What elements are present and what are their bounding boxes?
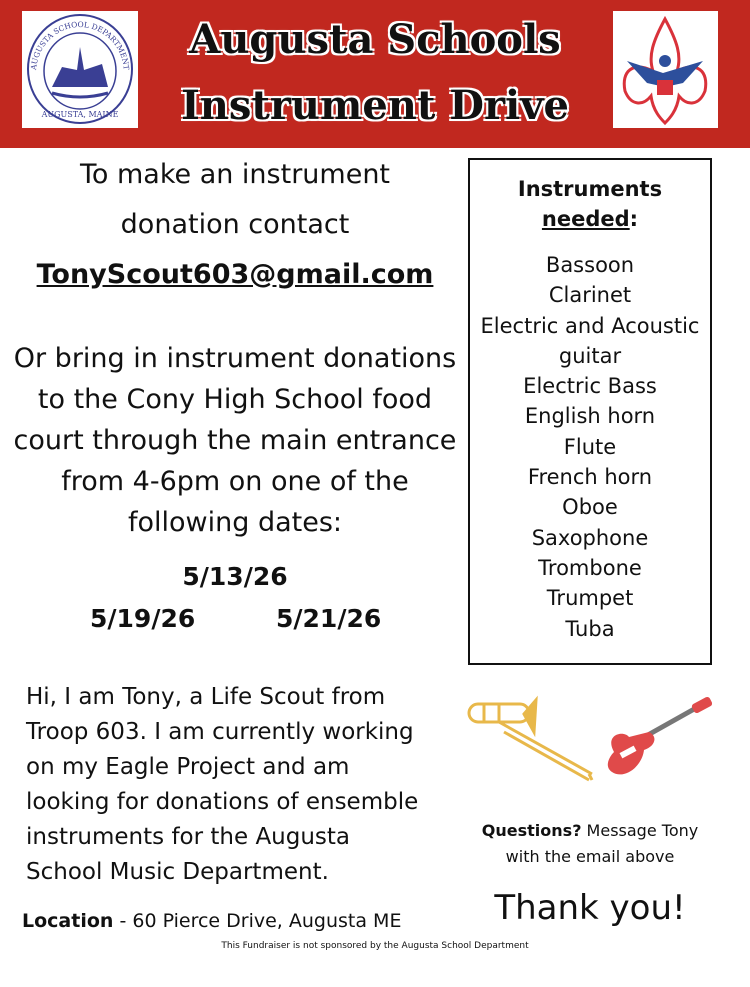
thank-you-text: Thank you! — [494, 888, 686, 928]
list-item: French horn — [527, 465, 653, 490]
questions-text: Message Tony — [581, 821, 699, 840]
list-item: Trumpet — [546, 586, 634, 611]
contact-email-link[interactable]: TonyScout603@gmail.com — [36, 259, 434, 290]
list-item: English horn — [524, 404, 656, 429]
intro-line: Troop 603. I am currently working — [26, 719, 414, 745]
questions-note — [455, 818, 725, 870]
list-item: guitar — [558, 343, 622, 368]
seal-top-text-path: AUGUSTA SCHOOL DEPARTMENT — [29, 19, 131, 71]
dropoff-line: court through the main entrance — [13, 425, 457, 456]
location-label: Location — [22, 910, 114, 932]
location — [22, 910, 401, 932]
heading-line-2: needed — [541, 207, 630, 231]
list-item: Saxophone — [531, 525, 649, 550]
questions-line-2: with the email above — [505, 847, 675, 866]
title-line-1: Augusta Schools — [189, 16, 561, 63]
instruments-illustration — [464, 692, 714, 782]
heading-colon: : — [629, 207, 639, 231]
list-item: Tuba — [565, 616, 615, 641]
intro-line: School Music Department. — [26, 859, 329, 885]
dropoff-line: to the Cony High School food — [37, 384, 433, 415]
dropoff-line: from 4-6pm on one of the — [61, 466, 409, 497]
intro-line: instruments for the Augusta — [26, 824, 351, 850]
date-2: 5/19/26 — [90, 604, 196, 633]
list-item: Electric Bass — [523, 374, 657, 399]
dropoff-instructions — [0, 338, 470, 543]
questions-label: Questions? — [481, 821, 582, 840]
date-1: 5/13/26 — [182, 562, 288, 591]
dropoff-line: Or bring in instrument donations — [13, 343, 457, 374]
heading-line-1: Instruments — [517, 177, 663, 201]
instruments-needed-box — [468, 158, 712, 665]
header-banner — [0, 0, 750, 148]
contact-line-2: donation contact — [120, 209, 350, 240]
intro-paragraph — [26, 680, 456, 890]
dropoff-line: following dates: — [127, 507, 342, 538]
seal-bottom-text: AUGUSTA, MAINE — [41, 110, 119, 119]
location-address: - 60 Pierce Drive, Augusta ME — [113, 910, 402, 932]
augusta-school-seal-logo — [22, 11, 138, 128]
contact-line-1: To make an instrument — [79, 159, 391, 190]
intro-line: on my Eagle Project and am — [26, 754, 350, 780]
intro-line: Hi, I am Tony, a Life Scout from — [26, 684, 386, 710]
list-item: Flute — [563, 434, 617, 459]
scouts-emblem-logo — [613, 11, 718, 128]
list-item: Trombone — [538, 555, 642, 580]
list-item: Oboe — [562, 495, 618, 520]
electric-guitar-icon — [608, 696, 713, 775]
title-line-2: Instrument Drive — [181, 82, 569, 129]
date-3: 5/21/26 — [276, 604, 382, 633]
list-item: Clarinet — [548, 283, 632, 308]
list-item: Electric and Acoustic — [480, 313, 700, 338]
instrument-list — [470, 250, 710, 644]
list-item: Bassoon — [545, 253, 635, 277]
trombone-icon — [469, 700, 592, 780]
intro-line: looking for donations of ensemble — [26, 789, 419, 815]
disclaimer: This Fundraiser is not sponsored by the Augusta School Department — [221, 941, 529, 951]
instruments-heading — [470, 174, 710, 234]
